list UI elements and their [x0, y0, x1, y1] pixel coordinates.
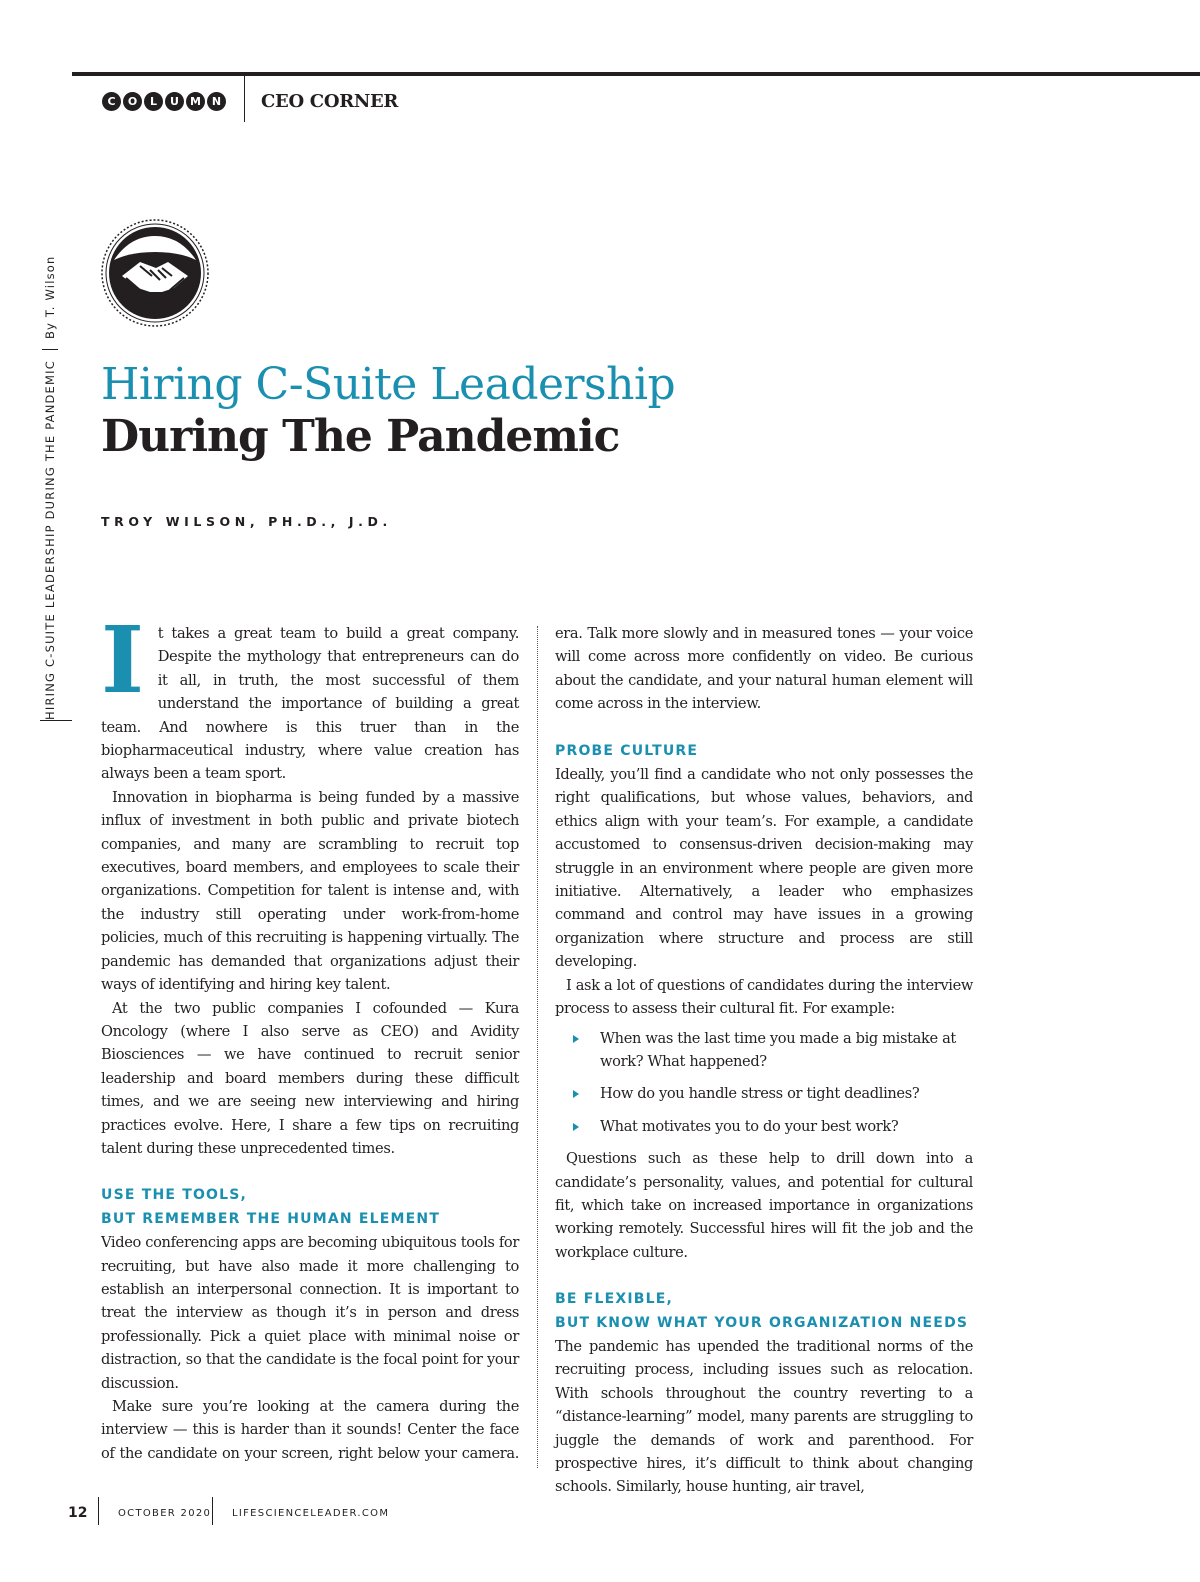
subhead: BUT REMEMBER THE HUMAN ELEMENT — [101, 1210, 441, 1227]
dropcap: I — [101, 606, 144, 714]
question-list — [555, 1027, 973, 1139]
website: LIFESCIENCELEADER.COM — [232, 1508, 390, 1519]
list-item: What motivates you to do your best work? — [555, 1115, 973, 1138]
list-item: When was the last time you made a big mistake at work? What happened? — [555, 1027, 973, 1074]
left-column — [101, 606, 519, 1465]
column-separator — [537, 626, 538, 1468]
footer — [0, 1505, 1200, 1525]
section-name: CEO CORNER — [261, 91, 399, 112]
side-title: HIRING C-SUITE LEADERSHIP DURING THE PANDEMIC — [43, 360, 57, 720]
side-divider — [42, 349, 58, 350]
badge-letter: C — [102, 92, 121, 111]
side-rule — [40, 720, 72, 721]
page-number: 12 — [68, 1505, 88, 1521]
side-author: By T. Wilson — [43, 255, 57, 340]
subhead: BUT KNOW WHAT YOUR ORGANIZATION NEEDS — [555, 1314, 969, 1331]
paragraph: The pandemic has upended the traditional norms of the recruiting process, including issues such as relocation. With schools throughout the country reverting to a “distance-learning” model, many parents are struggling to juggle the demands of work and parenthood. For prospective hires, it’s difficult to think about changing schools. Similarly, house hunting, air travel, — [555, 1337, 973, 1496]
header-divider — [244, 72, 245, 122]
list-item: How do you handle stress or tight deadlines? — [555, 1082, 973, 1105]
paragraph-text: t takes a great team to build a great company. Despite the mythology that entrepreneurs can do it all, in truth, the most successful of them understand the importance of building a great team. And nowhere is this truer than in the biopharmaceutical industry, where value creation has always been a team sport. — [101, 625, 519, 783]
paragraph: Questions such as these help to drill down into a candidate’s personality, values, and potential for cultural fit, which take on increased importance in organizations working remotely. Successful hires will fit the job and the workplace culture. — [555, 1150, 973, 1261]
right-column — [555, 622, 973, 1499]
headline-line1: Hiring C-Suite Leadership — [101, 359, 676, 410]
byline: TROY WILSON, PH.D., J.D. — [101, 514, 392, 529]
badge-letter: L — [144, 92, 163, 111]
headline-line2: During The Pandemic — [101, 411, 620, 462]
paragraph: Ideally, you’ll find a candidate who not only possesses the right qualifications, but whose values, behaviors, and ethics align with your team’s. For example, a candidate accustomed to consensus-driven decision-making may struggle in an environment where people are given more initiative. Alternatively, a leader who emphasizes command and control may have issues in a growing organization where structure and process are still developing. — [555, 766, 973, 971]
paragraph: Make sure you’re looking at the camera during the interview — this is harder than it sounds! Center the face of the candidate on your screen, right below your camera. — [101, 1398, 519, 1462]
footer-divider — [98, 1497, 99, 1525]
badge-letter: U — [165, 92, 184, 111]
top-rule — [72, 72, 1200, 76]
subhead: USE THE TOOLS, — [101, 1187, 248, 1204]
paragraph: I ask a lot of questions of candidates during the interview process to assess their cultural fit. For example: — [555, 976, 973, 1018]
side-running-head — [42, 255, 58, 720]
subhead: PROBE CULTURE — [555, 742, 699, 759]
handshake-icon — [100, 218, 210, 328]
badge-letter: N — [207, 92, 226, 111]
paragraph: At the two public companies I cofounded — Kura Oncology (where I also serve as CEO) and Avidity Biosciences — we have continued to recruit senior leadership and board members during these difficult times, and we are seeing new interviewing and hiring practices evolve. Here, I share a few tips on recruiting talent during these unprecedented times. — [101, 999, 519, 1157]
paragraph: Video conferencing apps are becoming ubiquitous tools for recruiting, but have also made it more challenging to establish an interpersonal connection. It is important to treat the interview as though it’s in person and dress professionally. Pick a quiet place with minimal noise or distraction, so that the candidate is the focal point for your discussion. — [101, 1234, 519, 1392]
paragraph — [101, 606, 519, 786]
badge-letter: M — [186, 92, 205, 111]
column-badge — [102, 92, 226, 111]
paragraph: Innovation in biopharma is being funded by a massive influx of investment in both public and private biotech companies, and many are scrambling to recruit top executives, board members, and employees to scale their organizations. Competition for talent is intense and, with the industry still operating under work-from-home policies, much of this recruiting is happening virtually. The pandemic has demanded that organizations adjust their ways of identifying and hiring key talent. — [101, 788, 519, 994]
paragraph-continued: era. Talk more slowly and in measured tones — your voice will come across more confidently on video. Be curious about the candidate, and your natural human element will come across in the interview. — [555, 625, 973, 713]
issue-date: OCTOBER 2020 — [118, 1508, 212, 1519]
subhead: BE FLEXIBLE, — [555, 1291, 674, 1308]
badge-letter: O — [123, 92, 142, 111]
footer-divider — [212, 1497, 213, 1525]
